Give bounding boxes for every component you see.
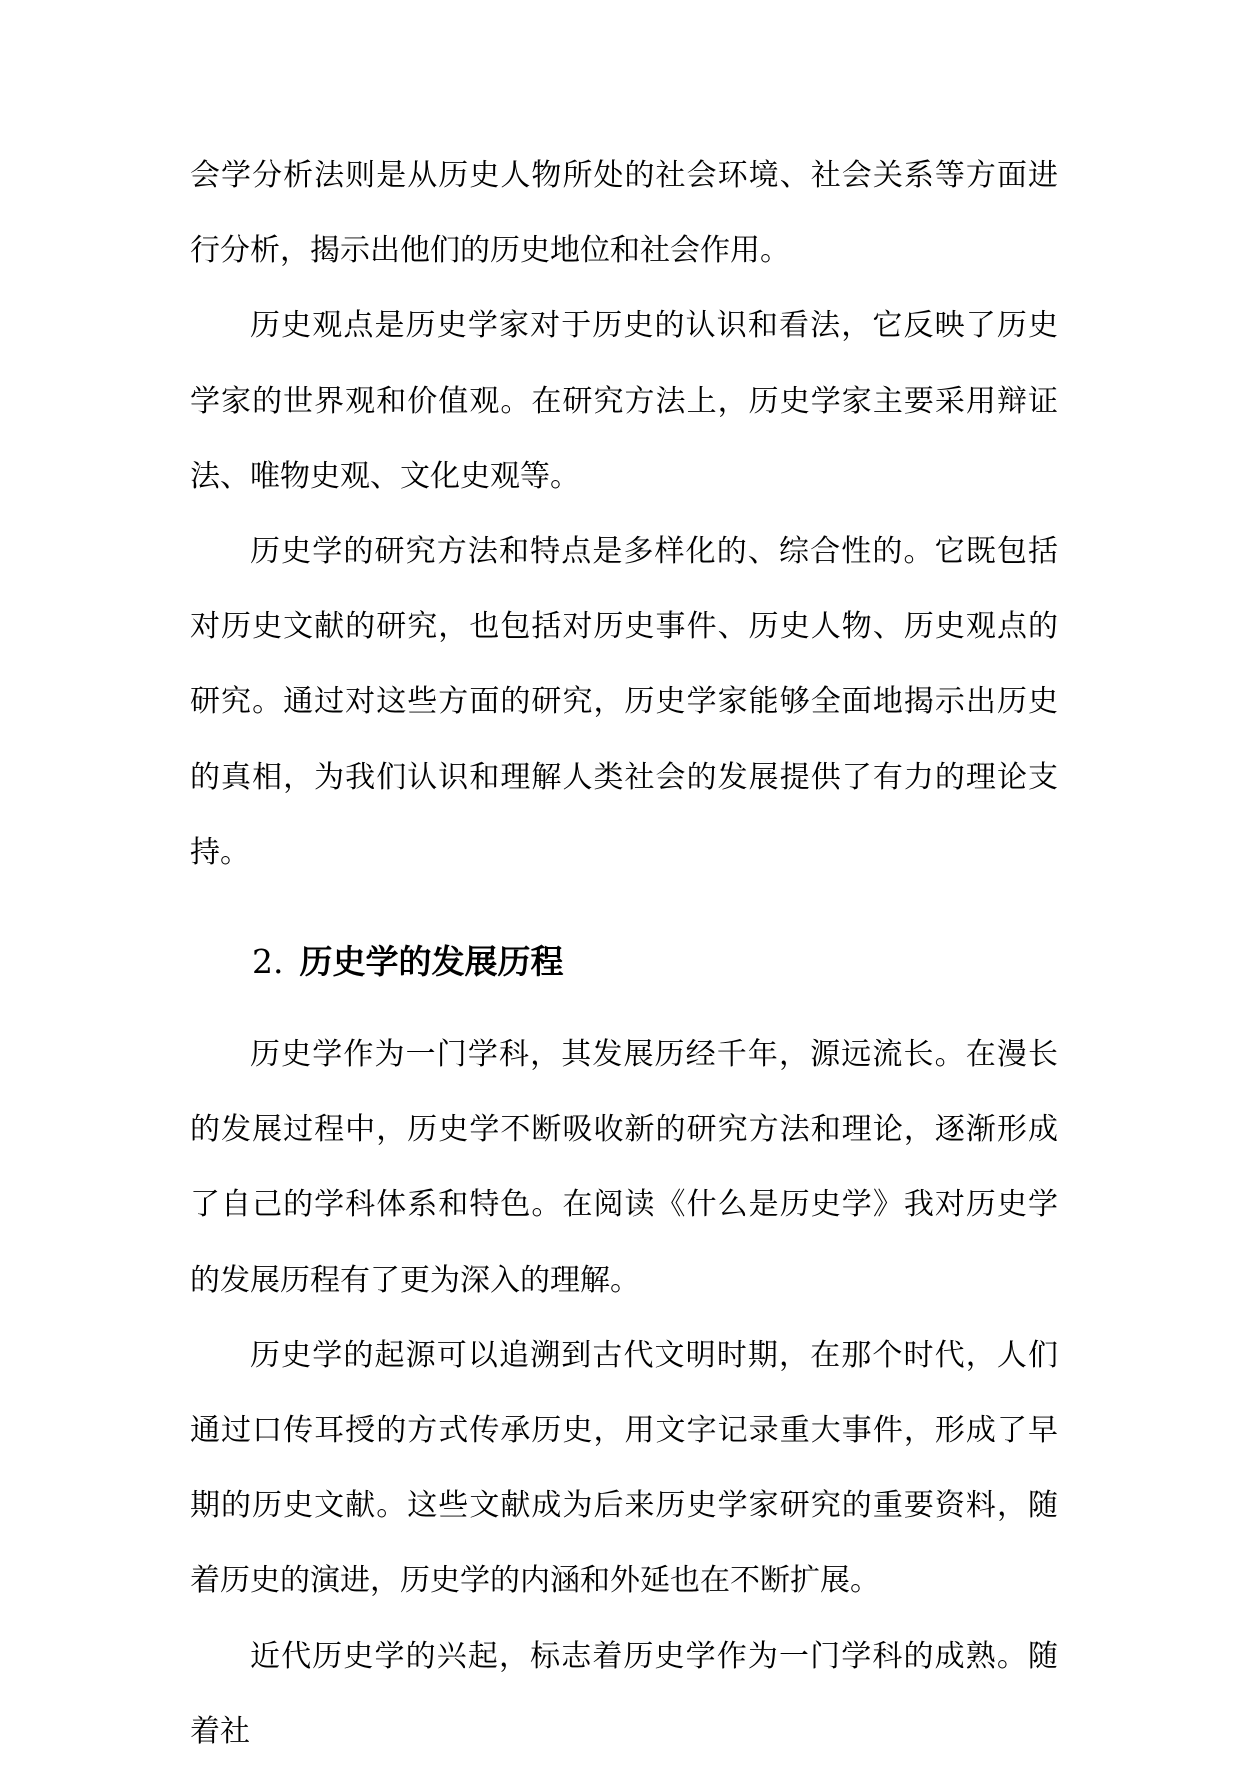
paragraph-historical-viewpoints: 历史观点是历史学家对于历史的认识和看法，它反映了历史学家的世界观和价值观。在研究方法上，历史学家主要采用辩证法、唯物史观、文化史观等。 xyxy=(190,308,1058,494)
document-body xyxy=(190,138,1058,1769)
section-heading xyxy=(190,890,1058,1017)
section-number: 2. xyxy=(252,942,284,982)
paragraph-development-intro: 历史学作为一门学科，其发展历经千年，源远流长。在漫长的发展过程中，历史学不断吸收新的研究方法和理论，逐渐形成了自己的学科体系和特色。在阅读《什么是历史学》我对历史学的发展历程有了更为深入的理解。 xyxy=(190,1037,1058,1298)
section-title: 历史学的发展历程 xyxy=(299,942,564,982)
paragraph-modern-rise: 近代历史学的兴起，标志着历史学作为一门学科的成熟。随着社 xyxy=(190,1638,1058,1749)
paragraph-methods-summary: 历史学的研究方法和特点是多样化的、综合性的。它既包括对历史文献的研究，也包括对历史事件、历史人物、历史观点的研究。通过对这些方面的研究，历史学家能够全面地揭示出历史的真相，为我们认识和理解人类社会的发展提供了有力的理论支持。 xyxy=(190,534,1058,870)
paragraph-continuation: 会学分析法则是从历史人物所处的社会环境、社会关系等方面进行分析，揭示出他们的历史地位和社会作用。 xyxy=(190,158,1058,269)
paragraph-origins: 历史学的起源可以追溯到古代文明时期，在那个时代，人们通过口传耳授的方式传承历史，用文字记录重大事件，形成了早期的历史文献。这些文献成为后来历史学家研究的重要资料，随着历史的演进，历史学的内涵和外延也在不断扩展。 xyxy=(190,1337,1058,1599)
